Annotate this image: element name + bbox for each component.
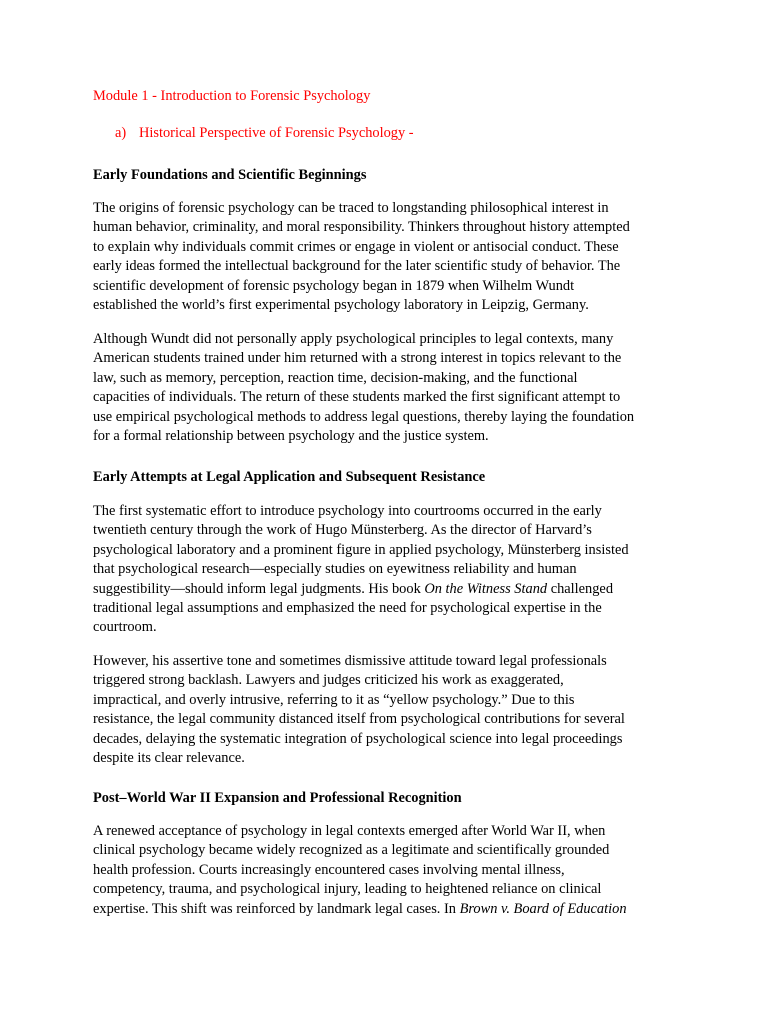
paragraph-line: courtroom. — [93, 619, 157, 636]
paragraph-line: Although Wundt did not personally apply psychological principles to legal contexts, many — [93, 331, 614, 347]
paragraph-backlash — [93, 652, 677, 768]
paragraph-line: triggered strong backlash. Lawyers and judges criticized his work as exaggerated, — [93, 672, 564, 689]
text-run: expertise. This shift was reinforced by landmark legal cases. In — [93, 900, 460, 917]
paragraph-line: However, his assertive tone and sometimes dismissive attitude toward legal professionals — [93, 653, 607, 669]
paragraph-wundt-students — [93, 330, 677, 446]
paragraph-line: clinical psychology became widely recognized as a legitimate and scientifically grounded — [93, 842, 610, 859]
paragraph-line: American students trained under him returned with a strong interest in topics relevant to the — [93, 350, 622, 367]
paragraph-line: human behavior, criminality, and moral responsibility. Thinkers throughout history attempted — [93, 219, 630, 236]
paragraph-line: use empirical psychological methods to address legal questions, thereby laying the foundation — [93, 408, 635, 425]
case-name: Brown v. Board of Education — [459, 900, 627, 917]
paragraph-line: established the world’s first experimental psychology laboratory in Leipzig, Germany. — [93, 297, 589, 314]
paragraph-line-with-case-name — [93, 900, 677, 919]
paragraph-line: twentieth century through the work of Hugo Münsterberg. As the director of Harvard’s — [93, 522, 592, 539]
paragraph-line: despite its clear relevance. — [93, 750, 245, 767]
paragraph-line: that psychological research—especially studies on eyewitness reliability and human — [93, 561, 577, 578]
section-heading-early-attempts: Early Attempts at Legal Application and Subsequent Resistance — [93, 469, 486, 485]
paragraph-line: for a formal relationship between psychology and the justice system. — [93, 428, 489, 445]
book-title: On the Witness Stand — [424, 580, 548, 597]
sub-item-historical-perspective — [115, 124, 414, 143]
paragraph-renewed-acceptance — [93, 822, 677, 919]
paragraph-line: to explain why individuals commit crimes or engage in violent or antisocial conduct. These — [93, 238, 619, 255]
paragraph-munsterberg — [93, 502, 677, 638]
section-heading-early-foundations: Early Foundations and Scientific Beginnings — [93, 167, 367, 183]
list-marker: a) — [115, 125, 127, 141]
text-run: challenged — [547, 580, 614, 597]
paragraph-line: capacities of individuals. The return of these students marked the first significant attempt to — [93, 389, 621, 406]
sub-item-label: Historical Perspective of Forensic Psychology - — [139, 125, 414, 141]
section-heading-post-war: Post–World War II Expansion and Professional Recognition — [93, 790, 462, 806]
paragraph-origins — [93, 199, 677, 315]
paragraph-line: traditional legal assumptions and emphasized the need for psychological expertise in the — [93, 600, 602, 617]
paragraph-line-with-book-title — [93, 580, 677, 599]
paragraph-line: impractical, and overly intrusive, referring to it as “yellow psychology.” Due to this — [93, 691, 575, 708]
paragraph-line: psychological laboratory and a prominent figure in applied psychology, Münsterberg insisted — [93, 541, 629, 558]
text-run: suggestibility—should inform legal judgments. His book — [93, 580, 425, 597]
paragraph-line: The first systematic effort to introduce psychology into courtrooms occurred in the early — [93, 503, 602, 519]
module-title: Module 1 - Introduction to Forensic Psychology — [93, 88, 371, 104]
paragraph-line: A renewed acceptance of psychology in legal contexts emerged after World War II, when — [93, 823, 606, 839]
paragraph-line: resistance, the legal community distanced itself from psychological contributions for several — [93, 711, 625, 728]
paragraph-line: early ideas formed the intellectual background for the later scientific study of behavior. The — [93, 258, 621, 275]
paragraph-line: The origins of forensic psychology can be traced to longstanding philosophical interest in — [93, 200, 609, 216]
paragraph-line: decades, delaying the systematic integration of psychological science into legal proceedings — [93, 730, 623, 747]
paragraph-line: scientific development of forensic psychology began in 1879 when Wilhelm Wundt — [93, 277, 575, 294]
paragraph-line: law, such as memory, perception, reaction time, decision-making, and the functional — [93, 369, 578, 386]
paragraph-line: health profession. Courts increasingly encountered cases involving mental illness, — [93, 861, 565, 878]
paragraph-line: competency, trauma, and psychological injury, leading to heightened reliance on clinical — [93, 881, 602, 898]
